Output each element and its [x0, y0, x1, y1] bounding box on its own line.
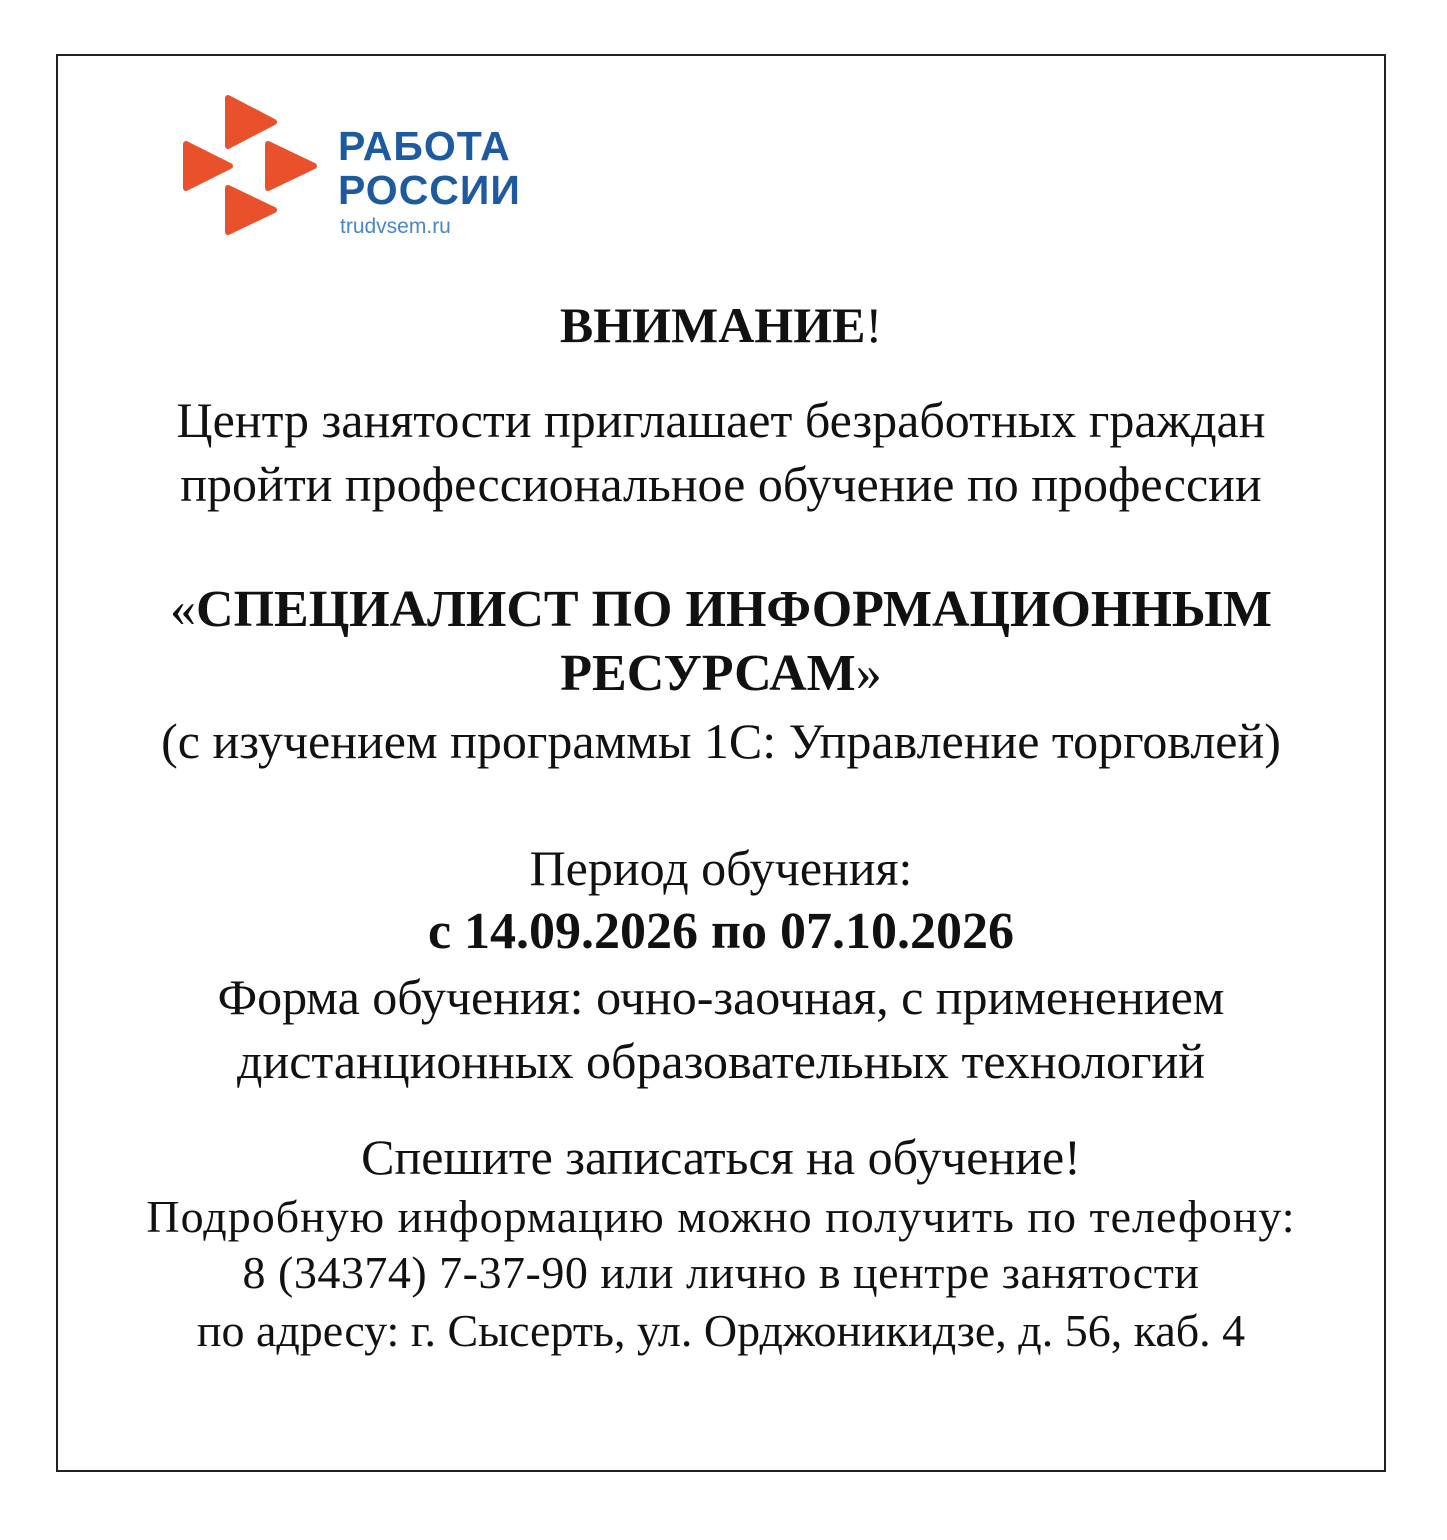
quote-close: »	[855, 645, 882, 702]
rabota-rossii-logo	[180, 94, 550, 244]
program-subtitle: (с изучением программы 1С: Управление торговлей)	[161, 713, 1281, 769]
logo-text-line1: РАБОТА	[338, 123, 511, 169]
profession-name-part-2: РЕСУРСАМ	[560, 645, 856, 702]
attention-word: ВНИМАНИЕ	[559, 297, 866, 353]
contact-line-1: Подробную информацию можно получить по телефону:	[146, 1191, 1296, 1242]
intro-line-1: Центр занятости приглашает безработных граждан	[176, 392, 1266, 448]
logo-arrows-icon	[180, 94, 330, 244]
period-dates: с 14.09.2026 по 07.10.2026	[427, 903, 1015, 960]
period-label: Период обучения:	[529, 840, 913, 896]
profession-name-part-1: СПЕЦИАЛИСТ ПО ИНФОРМАЦИОННЫМ	[196, 581, 1272, 638]
attention-heading	[56, 297, 1386, 353]
study-form-line-2: дистанционных образовательных технологий	[237, 1033, 1205, 1089]
contact-line-3: по адресу: г. Сысерть, ул. Орджоникидзе, д. 56, каб. 4	[196, 1305, 1246, 1356]
quote-open: «	[170, 581, 197, 638]
study-form-line-1: Форма обучения: очно-заочная, с применением	[217, 969, 1225, 1025]
profession-title-line-1	[56, 581, 1386, 638]
call-to-action: Спешите записаться на обучение!	[361, 1129, 1081, 1185]
intro-line-2: пройти профессиональное обучение по профессии	[180, 456, 1262, 512]
logo-url: trudvsem.ru	[340, 215, 451, 238]
logo-text-line2: РОССИИ	[338, 167, 521, 213]
contact-line-2: 8 (34374) 7-37-90 или лично в центре занятости	[242, 1247, 1200, 1298]
attention-mark: !	[865, 297, 883, 353]
profession-title-line-2	[56, 645, 1386, 702]
